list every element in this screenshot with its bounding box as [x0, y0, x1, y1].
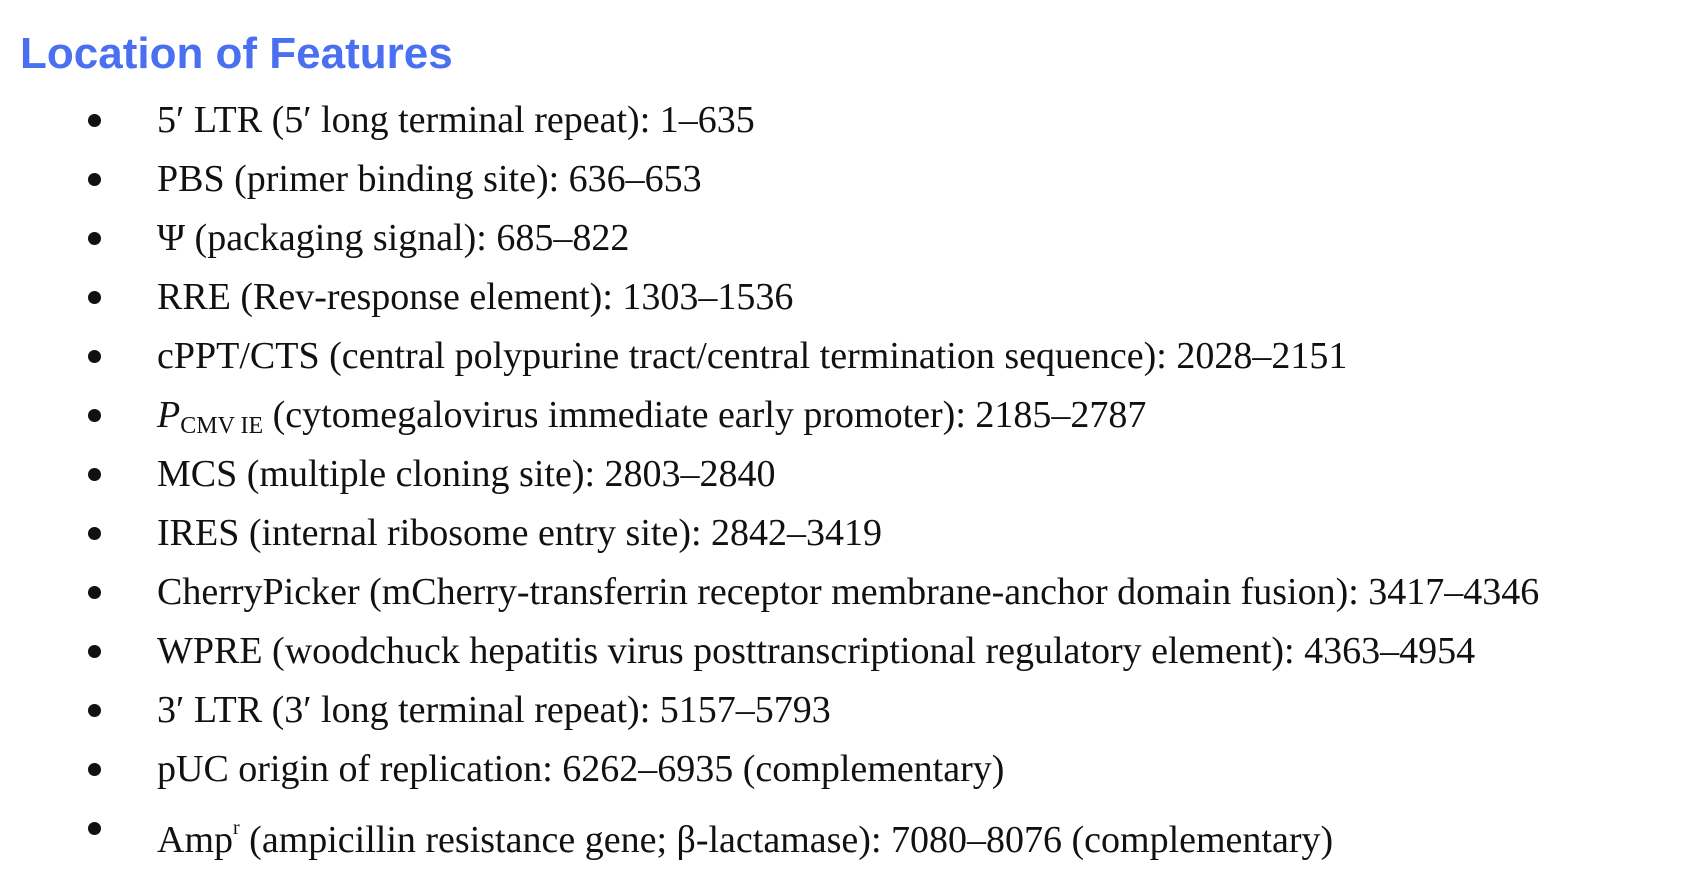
bullet-icon: [88, 763, 101, 776]
bullet-icon: [88, 822, 101, 835]
amp-superscript: r: [233, 817, 240, 839]
feature-text: Ψ (packaging signal): 685–822: [157, 217, 630, 259]
feature-text: MCS (multiple cloning site): 2803–2840: [157, 453, 776, 495]
feature-text: IRES (internal ribosome entry site): 2842–3419: [157, 512, 883, 554]
bullet-icon: [88, 704, 101, 717]
bullet-icon: [88, 173, 101, 186]
promoter-symbol: P: [157, 394, 181, 436]
bullet-icon: [88, 586, 101, 599]
feature-text: [157, 803, 1333, 865]
feature-text: pUC origin of replication: 6262–6935 (complementary): [157, 748, 1005, 790]
bullet-icon: [88, 645, 101, 658]
promoter-subscript: CMV IE: [180, 413, 264, 439]
feature-description: (cytomegalovirus immediate early promoter): 2185–2787: [263, 394, 1147, 436]
bullet-icon: [88, 114, 101, 127]
feature-text: CherryPicker (mCherry-transferrin receptor membrane-anchor domain fusion): 3417–4346: [157, 571, 1540, 613]
bullet-icon: [88, 468, 101, 481]
feature-description: (ampicillin resistance gene; β-lactamase): 7080–8076 (complementary): [239, 819, 1334, 861]
amp-base: Amp: [157, 819, 233, 861]
feature-text: [157, 390, 1146, 451]
feature-text: PBS (primer binding site): 636–653: [157, 158, 702, 200]
feature-text: RRE (Rev-response element): 1303–1536: [157, 276, 794, 318]
bullet-icon: [88, 232, 101, 245]
feature-text: 5′ LTR (5′ long terminal repeat): 1–635: [157, 99, 755, 141]
bullet-icon: [88, 409, 101, 422]
feature-text: 3′ LTR (3′ long terminal repeat): 5157–5793: [157, 689, 831, 731]
bullet-icon: [88, 527, 101, 540]
bullet-icon: [88, 291, 101, 304]
feature-text: cPPT/CTS (central polypurine tract/central termination sequence): 2028–2151: [157, 335, 1348, 377]
feature-text: WPRE (woodchuck hepatitis virus posttranscriptional regulatory element): 4363–4954: [157, 630, 1476, 672]
bullet-icon: [88, 350, 101, 363]
page-title: Location of Features: [20, 29, 453, 78]
